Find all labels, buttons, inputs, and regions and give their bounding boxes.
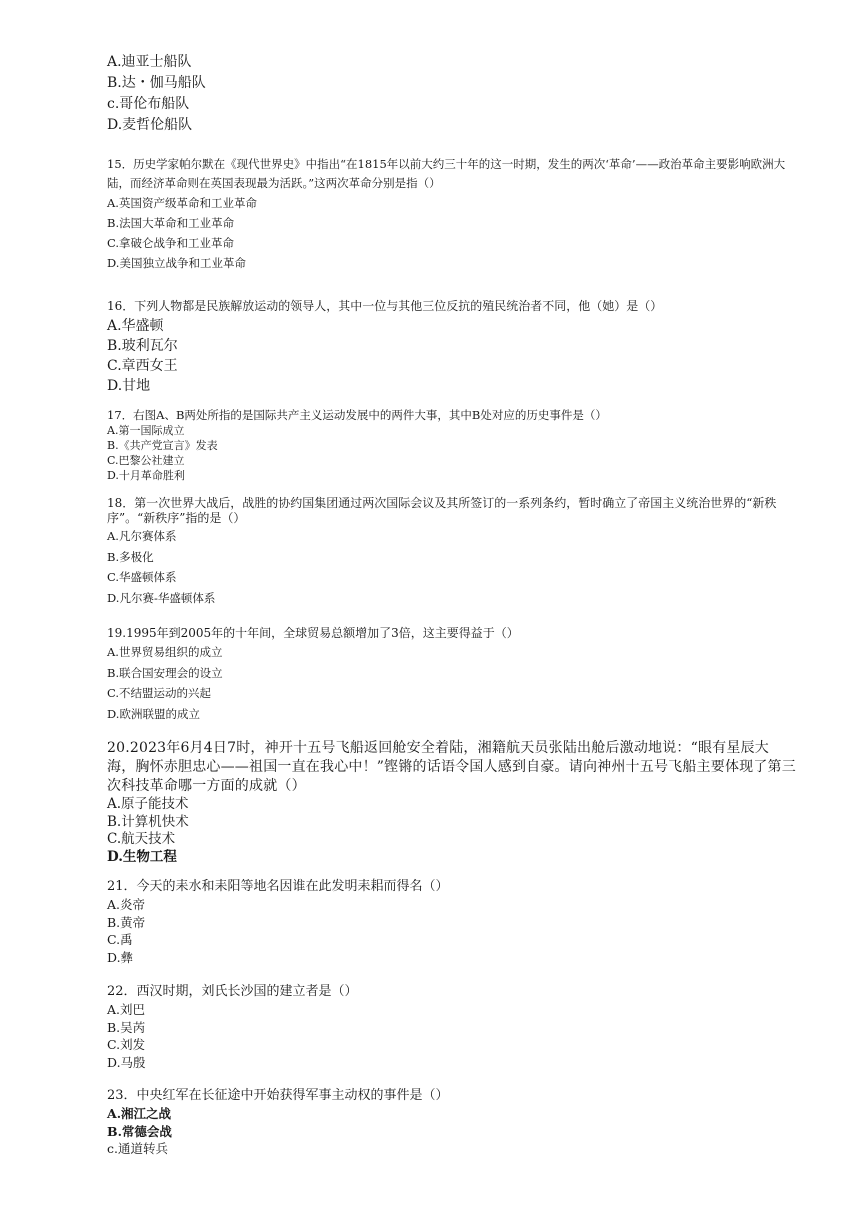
option-d: D.凡尔赛-华盛顿体系 — [107, 590, 216, 605]
option-b: B.玻利瓦尔 — [107, 338, 178, 354]
option-a: A.炎帝 — [107, 897, 146, 912]
question-stem: 17．右图A、B两处所指的是国际共产主义运动发展中的两件大事，其中B处对应的历史事件是（） — [107, 408, 607, 422]
option-c: C.刘发 — [107, 1037, 146, 1052]
option-c: c.通道转兵 — [107, 1141, 168, 1156]
option-c: C.航天技术 — [107, 831, 176, 847]
question-15 — [107, 155, 797, 273]
option-b: B.吴芮 — [107, 1019, 146, 1035]
option-b: B.《共产党宣言》发表 — [107, 439, 218, 452]
option-d: D.彝 — [107, 949, 134, 965]
option-a: A.湘江之战 — [107, 1106, 172, 1121]
option-b: B.联合国安理会的设立 — [107, 665, 223, 680]
option-a: A.第一国际成立 — [107, 424, 185, 437]
question-17 — [107, 408, 797, 483]
question-19 — [107, 624, 797, 724]
option-d: D.欧洲联盟的成立 — [107, 706, 200, 721]
option-b: B.计算机快术 — [107, 813, 189, 830]
question-18 — [107, 496, 797, 608]
question-stem: 20.2023年6月4日7时，神开十五号飞船返回舱安全着陆，湘籍航天员张陆出舱后激动地说：“眼有星辰大海，胸怀赤胆忠心——祖国一直在我心中！”铿锵的话语令国人感到自豪。请向神州十五号飞船主要体现了第三次科技革命哪一方面的成就（） — [107, 740, 796, 794]
question-stem: 16．下列人物都是民族解放运动的领导人，其中一位与其他三位反抗的殖民统治者不同，他（她）是（） — [107, 299, 663, 313]
option-d: D.马殷 — [107, 1054, 146, 1070]
option-a: A.原子能技术 — [107, 796, 189, 812]
option-c: C.巴黎公社建立 — [107, 454, 185, 467]
question-stem: 18．第一次世界大战后，战胜的协约国集团通过两次国际会议及其所签订的一系列条约，暂时确立了帝国主义统治世界的“新秩序”。“新秩序”指的是（） — [107, 496, 777, 525]
option-c: C.章西女王 — [107, 358, 178, 374]
option-a: A.迪亚士船队 — [107, 54, 192, 70]
question-14 — [107, 52, 797, 136]
option-d: D.美国独立战争和工业革命 — [107, 256, 246, 270]
option-b: B.黄帝 — [107, 914, 146, 930]
question-stem: 23．中央红军在长征途中开始获得军事主动权的事件是（） — [107, 1088, 449, 1103]
question-20 — [107, 739, 797, 866]
question-23 — [107, 1087, 797, 1158]
option-b: B.达・伽马船队 — [107, 75, 206, 91]
option-a: A.英国资产级革命和工业革命 — [107, 196, 257, 210]
option-c: C.拿破仑战争和工业革命 — [107, 236, 235, 250]
question-stem: 22．西汉时期，刘氏长沙国的建立者是（） — [107, 984, 358, 999]
question-21 — [107, 878, 797, 966]
question-stem: 19.1995年到2005年的十年间，全球贸易总额增加了3倍，这主要得益于（） — [107, 626, 519, 640]
option-a: A.华盛顿 — [107, 318, 164, 334]
option-c: C.不结盟运动的兴起 — [107, 686, 212, 700]
option-b: B.法国大革命和工业革命 — [107, 216, 235, 230]
option-c: c.哥伦布船队 — [107, 96, 190, 112]
option-c: C.禹 — [107, 932, 133, 947]
question-22 — [107, 983, 797, 1071]
option-d: D.甘地 — [107, 378, 151, 394]
question-stem: 15．历史学家帕尔默在《现代世界史》中指出“在1815年以前大约三十年的这一时期，发生的两次‘革命’——政治革命主要影响欧洲大陆，而经济革命则在英国表现最为活跃。”这两次革命分别是指（） — [107, 157, 786, 190]
option-d: D.麦哲伦船队 — [107, 117, 193, 133]
option-b: B.多极化 — [107, 549, 154, 564]
option-a: A.凡尔赛体系 — [107, 529, 177, 543]
option-a: A.世界贸易组织的成立 — [107, 645, 223, 659]
option-c: C.华盛顿体系 — [107, 570, 177, 584]
option-b: B.常德会战 — [107, 1123, 172, 1139]
option-d: D.生物工程 — [107, 848, 177, 865]
option-d: D.十月革命胜利 — [107, 469, 185, 482]
option-a: A.刘巴 — [107, 1002, 146, 1017]
question-stem: 21．今天的耒水和耒阳等地名因谁在此发明耒耜而得名（） — [107, 879, 449, 894]
question-16 — [107, 297, 797, 396]
